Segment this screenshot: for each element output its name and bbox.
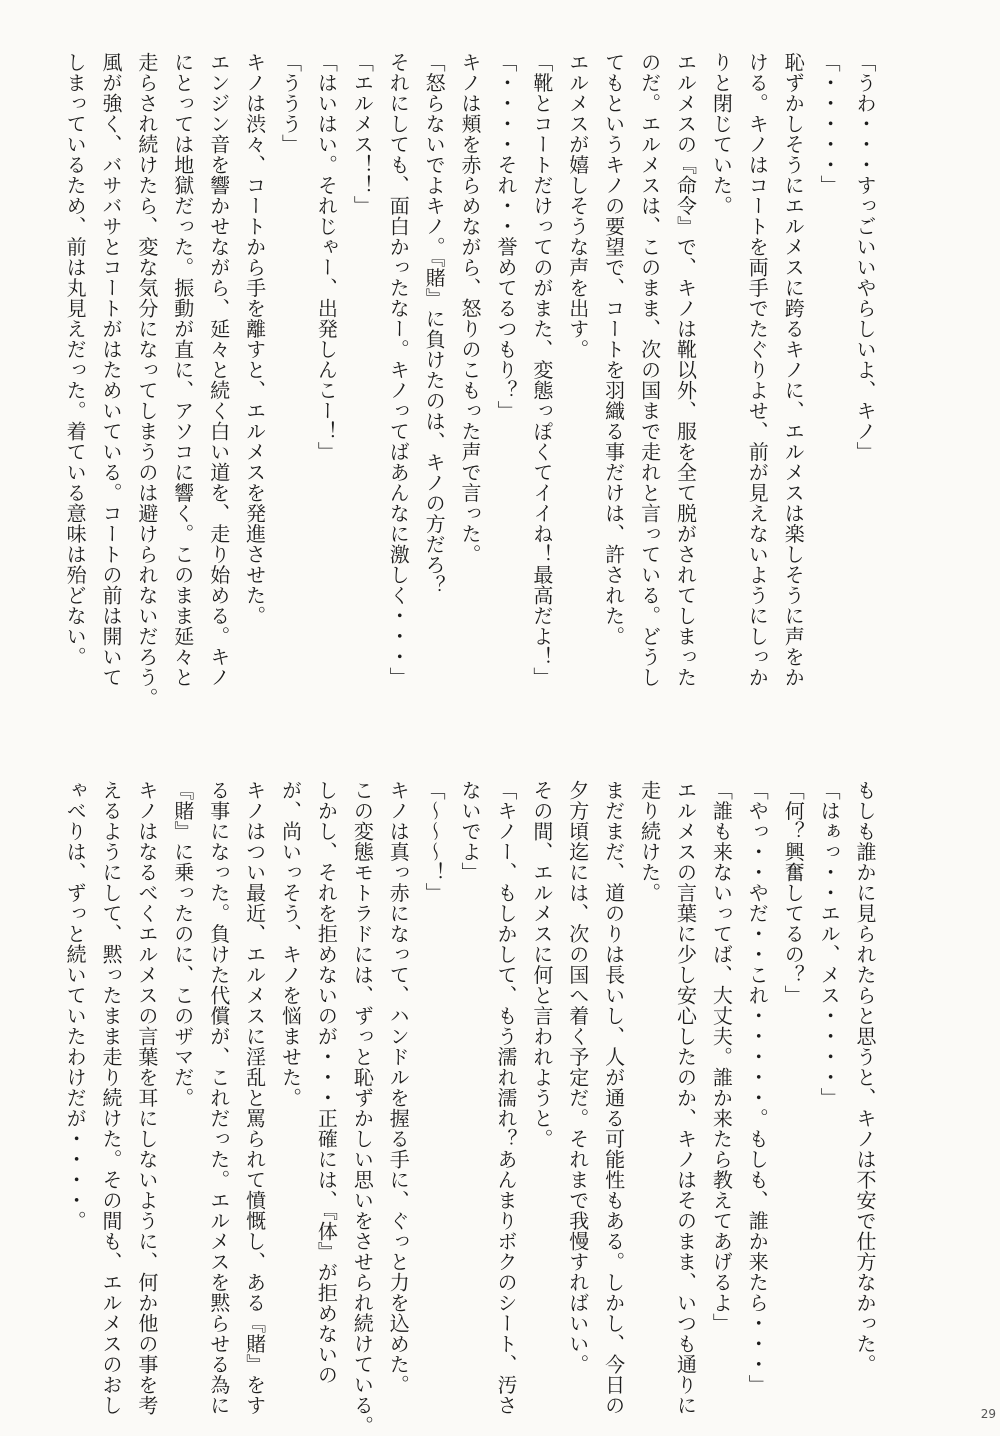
text-line: のだ。エルメスは、このまま、次の国まで走れと言っている。どうし (637, 52, 662, 688)
text-line: それにしても、面白かったなー。キノってばあんなに激しく・・・」 (386, 52, 411, 688)
text-line: 「ううう」 (278, 52, 303, 155)
text-line: 『賭』に乗ったのに、このザマだ。 (170, 780, 195, 1108)
text-line: 風が強く、バサバサとコートがはためいている。コートの前は開いて (98, 52, 123, 688)
text-block-bottom (63, 780, 882, 1436)
text-line: この変態モトラドには、ずっと恥ずかしい思いをさせられ続けている。 (350, 780, 375, 1436)
text-line: 恥ずかしそうにエルメスに跨るキノに、エルメスは楽しそうに声をか (781, 52, 806, 688)
text-line: りと閉じていた。 (709, 52, 734, 216)
text-line: 「・・・・それ・・誉めてるつもり？」 (493, 52, 518, 421)
text-line: キノは頬を赤らめながら、怒りのこもった声で言った。 (458, 52, 483, 565)
text-line: 「怒らないでよキノ。『賭』に負けたのは、キノの方だろ？ (422, 52, 447, 596)
page-number: 29 (980, 1407, 996, 1421)
text-line: エンジン音を響かせながら、延々と続く白い道を、走り始める。キノ (206, 52, 231, 688)
text-line: キノは真っ赤になって、ハンドルを握る手に、ぐっと力を込めた。 (386, 780, 411, 1395)
text-line: ける。キノはコートを両手でたぐりよせ、前が見えないようにしっか (745, 52, 770, 688)
text-line: 「誰も来ないってば、大丈夫。誰か来たら教えてあげるよ」 (709, 780, 734, 1334)
text-line: えるようにして、黙ったまま走り続けた。その間も、エルメスのおし (98, 780, 123, 1416)
text-block-top (63, 52, 882, 708)
text-line: 夕方頃迄には、次の国へ着く予定だ。それまで我慢すればいい。 (565, 780, 590, 1375)
text-line: エルメスの『命令』で、キノは靴以外、服を全て脱がされてしまった (673, 52, 698, 688)
text-line: 「靴とコートだけってのがまた、変態っぽくてイイね！最高だよ！」 (529, 52, 554, 688)
text-line: 「何？興奮してるの？」 (781, 780, 806, 1006)
text-line: 「うわ・・・すっごいいやらしいよ、キノ」 (853, 52, 877, 462)
text-line: キノはつい最近、エルメスに淫乱と罵られて憤慨し、ある『賭』をす (242, 780, 267, 1416)
text-line: もしも誰かに見られたらと思うと、キノは不安で仕方なかった。 (853, 780, 877, 1375)
text-line: キノはなるべくエルメスの言葉を耳にしないように、何か他の事を考 (134, 780, 159, 1416)
text-line: 走らされ続けたら、変な気分になってしまうのは避けられないだろう。 (134, 52, 159, 708)
text-line: てもというキノの要望で、コートを羽織る事だけは、許された。 (601, 52, 626, 647)
text-line: キノは渋々、コートから手を離すと、エルメスを発進させた。 (242, 52, 267, 626)
text-line: 走り続けた。 (637, 780, 662, 903)
text-line: る事になった。負けた代償が、これだった。エルメスを黙らせる為に (206, 780, 231, 1416)
text-line: しまっているため、前は丸見えだった。着ている意味は殆どない。 (63, 52, 88, 667)
text-line: エルメスが嬉しそうな声を出す。 (565, 52, 590, 360)
text-line: 「キノー、もしかして、もう濡れ濡れ？あんまりボクのシート、汚さ (493, 780, 518, 1416)
text-line: ないでよ」 (458, 780, 483, 883)
text-line: ゃべりは、ずっと続いていたわけだが・・・・。 (63, 780, 88, 1231)
text-line: が、尚いっそう、キノを悩ませた。 (278, 780, 303, 1108)
text-line: その間、エルメスに何と言われようと。 (529, 780, 554, 1149)
text-line: 「やっ・・やだ・・これ・・・・・。もしも、誰か来たら・・・」 (745, 780, 770, 1395)
text-line: 「はぁっ・・エル、メス・・・・」 (817, 780, 842, 1108)
text-line: まだまだ、道のりは長いし、人が通る可能性もある。しかし、今日の (601, 780, 626, 1416)
text-line: 「はいはい。それじゃー、出発しんこー！」 (314, 52, 339, 462)
text-line: しかし、それを拒めないのが・・・正確には、『体』が拒めないの (314, 780, 339, 1385)
text-line: エルメスの言葉に少し安心したのか、キノはそのまま、いつも通りに (673, 780, 698, 1416)
text-line: 「・・・・・」 (817, 52, 842, 196)
text-line: 「～～～！」 (422, 780, 447, 903)
text-line: にとっては地獄だった。振動が直に、アソコに響く。このまま延々と (170, 52, 195, 688)
text-line: 「エルメス！！」 (350, 52, 375, 216)
